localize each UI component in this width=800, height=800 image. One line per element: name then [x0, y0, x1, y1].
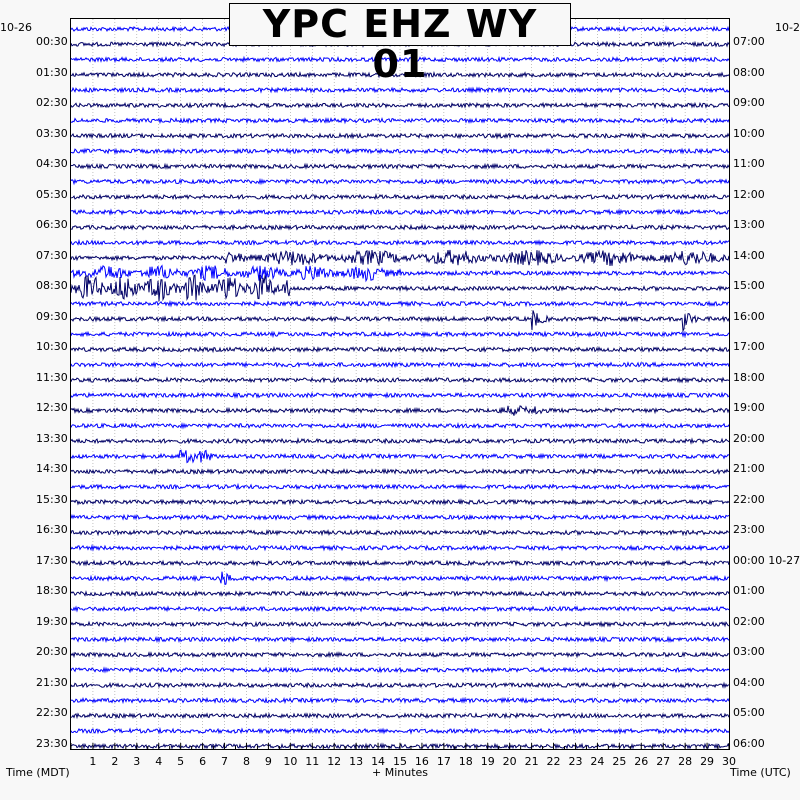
- trace-row-41: [71, 653, 729, 657]
- right-time-label: 11:00: [733, 157, 765, 171]
- left-time-label: 22:30: [36, 706, 68, 720]
- right-time-label: 08:00: [733, 65, 765, 79]
- right-time-label: 23:00: [733, 523, 765, 537]
- x-tick-label: 25: [612, 755, 627, 768]
- left-time-label: 12:30: [36, 401, 68, 415]
- right-time-label: 09:00: [733, 96, 765, 110]
- trace-row-33: [71, 531, 729, 535]
- trace-row-12: [71, 210, 729, 214]
- trace-row-17: [71, 275, 729, 301]
- x-tick-label: 2: [111, 755, 119, 768]
- trace-row-31: [71, 500, 729, 504]
- x-tick-label: 7: [221, 755, 229, 768]
- trace-row-18: [71, 302, 729, 306]
- x-tick-label: 4: [155, 755, 163, 768]
- trace-row-32: [71, 515, 729, 519]
- bottom-axis-label: + Minutes: [372, 766, 429, 779]
- right-time-label: 18:00: [733, 370, 765, 384]
- x-tick-label: 8: [242, 755, 250, 768]
- x-tick-label: 23: [568, 755, 583, 768]
- left-time-label: 15:30: [36, 492, 68, 506]
- trace-row-16: [71, 266, 729, 281]
- x-tick-label: 6: [199, 755, 207, 768]
- trace-row-46: [71, 729, 729, 733]
- left-time-label: 02:30: [36, 96, 68, 110]
- left-time-label: 23:30: [36, 736, 68, 750]
- left-time-label: 08:30: [36, 279, 68, 293]
- right-time-label: 20:00: [733, 431, 765, 445]
- trace-row-23: [71, 378, 729, 382]
- left-time-label: 05:30: [36, 187, 68, 201]
- left-time-label: 13:30: [36, 431, 68, 445]
- trace-row-24: [71, 393, 729, 397]
- x-tick-label: 17: [436, 755, 451, 768]
- x-tick-label: 28: [678, 755, 693, 768]
- x-tick-label: 5: [177, 755, 185, 768]
- x-tick-label: 3: [133, 755, 141, 768]
- left-time-label: 01:30: [36, 65, 68, 79]
- x-tick-label: 12: [327, 755, 342, 768]
- right-time-label: 05:00: [733, 706, 765, 720]
- x-tick-label: 18: [458, 755, 473, 768]
- trace-row-10: [71, 180, 729, 184]
- left-axis-label: Time (MDT): [6, 766, 70, 779]
- trace-row-25: [71, 406, 729, 416]
- right-time-label: 07:00: [733, 35, 765, 48]
- right-time-label: 14:00: [733, 248, 765, 262]
- trace-row-42: [71, 668, 729, 672]
- right-time-label: 21:00: [733, 462, 765, 476]
- x-tick-label: 19: [480, 755, 495, 768]
- right-time-label: 13:00: [733, 218, 765, 232]
- trace-row-7: [71, 134, 729, 138]
- x-tick-label: 29: [700, 755, 715, 768]
- left-time-label: 19:30: [36, 614, 68, 628]
- right-time-label: 15:00: [733, 279, 765, 293]
- x-tick-label: 27: [656, 755, 671, 768]
- left-time-label: 07:30: [36, 248, 68, 262]
- trace-row-36: [71, 572, 729, 585]
- x-tick-label: 24: [590, 755, 605, 768]
- left-time-label: 11:30: [36, 370, 68, 384]
- left-time-label: 20:30: [36, 645, 68, 659]
- left-time-label: 14:30: [36, 462, 68, 476]
- left-time-label: 00:30: [36, 35, 68, 48]
- start-date-right: 10-2: [775, 21, 800, 34]
- chart-title: YPC EHZ WY 01: [229, 3, 571, 46]
- left-time-label: 06:30: [36, 218, 68, 232]
- x-tick-label: 30: [722, 755, 736, 768]
- trace-row-29: [71, 470, 729, 474]
- left-time-label: 09:30: [36, 309, 68, 323]
- x-tick-label: 21: [524, 755, 539, 768]
- trace-row-30: [71, 485, 729, 489]
- right-time-label: 19:00: [733, 401, 765, 415]
- trace-row-44: [71, 698, 729, 702]
- trace-row-15: [71, 250, 729, 266]
- right-time-label: 03:00: [733, 645, 765, 659]
- right-time-label: 17:00: [733, 340, 765, 354]
- right-time-label: 16:00: [733, 309, 765, 323]
- trace-row-34: [71, 546, 729, 550]
- x-tick-label: 16: [414, 755, 429, 768]
- right-time-label: 06:00: [733, 736, 765, 750]
- left-time-label: 16:30: [36, 523, 68, 537]
- trace-row-11: [71, 195, 729, 199]
- right-time-label: 12:00: [733, 187, 765, 201]
- right-time-label: 10:00: [733, 126, 765, 140]
- x-tick-label: 26: [634, 755, 649, 768]
- left-time-label: 21:30: [36, 675, 68, 689]
- right-time-label: 01:00: [733, 584, 765, 598]
- x-tick-label: 10: [283, 755, 298, 768]
- trace-row-20: [71, 332, 729, 336]
- x-tick-label: 9: [264, 755, 272, 768]
- x-tick-label: 22: [546, 755, 561, 768]
- right-time-label: 02:00: [733, 614, 765, 628]
- x-tick-label: 13: [349, 755, 364, 768]
- trace-row-35: [71, 561, 729, 565]
- seismogram-traces: [71, 19, 729, 749]
- right-time-label: 04:00: [733, 675, 765, 689]
- x-tick-label: 14: [371, 755, 386, 768]
- right-axis-label: Time (UTC): [730, 766, 791, 779]
- x-tick-label: 1: [89, 755, 97, 768]
- left-time-label: 10:30: [36, 340, 68, 354]
- left-time-label: 04:30: [36, 157, 68, 171]
- left-time-label: 18:30: [36, 584, 68, 598]
- left-time-label: 03:30: [36, 126, 68, 140]
- left-time-label: 17:30: [36, 553, 68, 567]
- x-tick-label: 15: [393, 755, 407, 768]
- right-time-label: 22:00: [733, 492, 765, 506]
- x-tick-label: 11: [305, 755, 320, 768]
- x-tick-label: 20: [502, 755, 517, 768]
- right-time-label: 00:00 10-27: [733, 553, 800, 567]
- start-date-left: 10-26: [0, 21, 32, 34]
